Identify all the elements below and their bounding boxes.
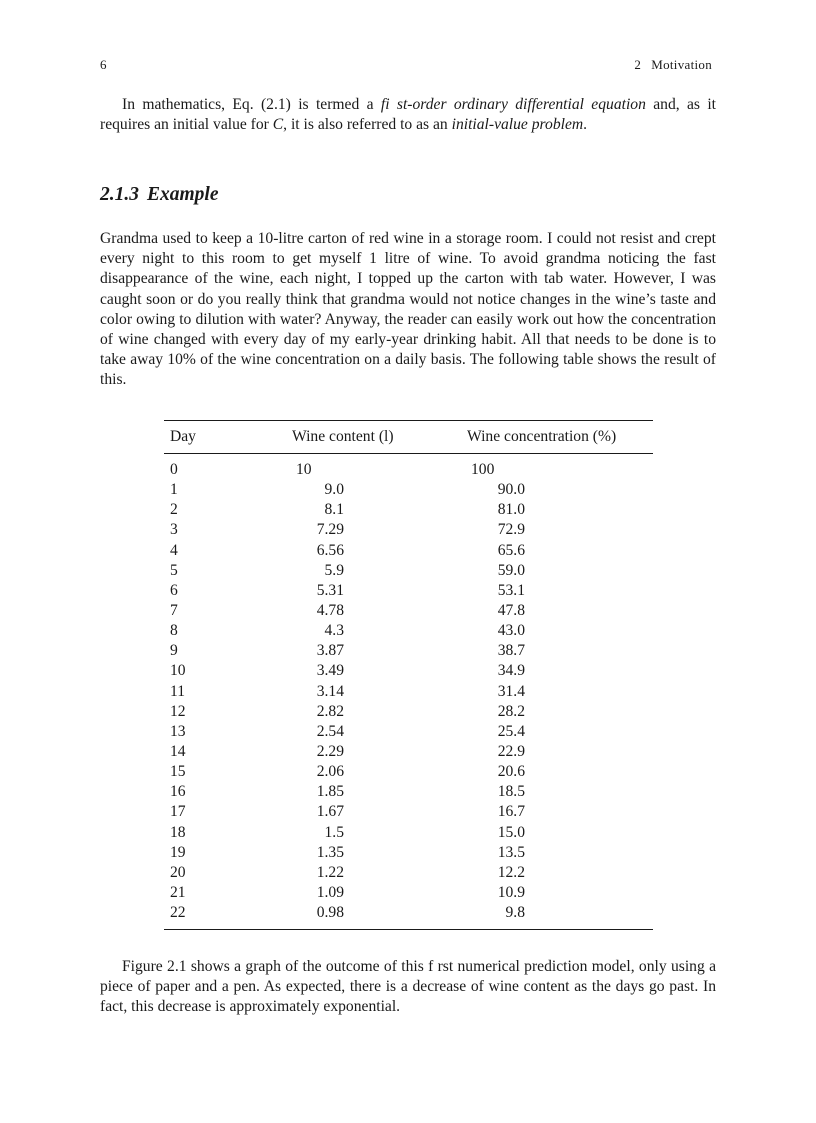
cell-wine-content: [290, 824, 465, 842]
intro-term-ivp: initial-value problem: [451, 116, 584, 134]
section-number: 2.1.3: [100, 184, 139, 205]
wine-concentration-value: 65.6: [497, 541, 525, 559]
wine-content-value: 3.87: [316, 642, 344, 660]
table-row: [164, 581, 653, 601]
cell-day: 21: [170, 884, 186, 902]
wine-content-value: 7.29: [316, 521, 344, 539]
cell-day: 14: [170, 743, 186, 761]
cell-wine-content: [290, 783, 465, 801]
page-number: 6: [100, 57, 107, 72]
cell-wine-content: [290, 743, 465, 761]
cell-day: 18: [170, 823, 186, 841]
intro-variable-c: C: [272, 116, 284, 134]
section-heading: [100, 184, 219, 206]
wine-content-value: 3.14: [316, 682, 344, 700]
cell-wine-concentration: [465, 904, 653, 922]
wine-content-value: 3.49: [316, 662, 344, 680]
table-row: [164, 661, 653, 681]
cell-day: 11: [170, 682, 186, 700]
cell-day: 2: [170, 501, 178, 519]
wine-concentration-value: 31.4: [497, 682, 525, 700]
wine-concentration-value: 59.0: [497, 561, 525, 579]
intro-paragraph: [100, 95, 716, 135]
wine-content-value: 0.98: [316, 904, 344, 922]
wine-content-value: 1.22: [316, 863, 344, 881]
cell-day: 20: [170, 863, 186, 881]
wine-content-value: 9.0: [324, 481, 344, 499]
table-row: [164, 601, 653, 621]
cell-day: 1: [170, 481, 178, 499]
table-row: [164, 742, 653, 762]
cell-wine-content: [290, 542, 465, 560]
cell-wine-content: [290, 602, 465, 620]
header-wine-concentration: Wine concentration (%): [467, 428, 617, 445]
chapter-title: Motivation: [651, 57, 712, 72]
cell-wine-concentration: [465, 683, 653, 701]
cell-wine-content: [290, 803, 465, 821]
chapter-running-title: [634, 57, 712, 73]
cell-wine-content: [290, 461, 465, 479]
cell-wine-content: [290, 642, 465, 660]
table-row: [164, 883, 653, 903]
cell-day: 6: [170, 581, 178, 599]
closing-paragraph: Figure 2.1 shows a graph of the outcome of this f rst numerical prediction model, only using a piece of paper and a pen. As expected, there is a decrease of wine content as the days go past. In fact, this decrease is approximately exponential.: [100, 958, 716, 1016]
table-row: [164, 722, 653, 742]
wine-concentration-value: 28.2: [497, 702, 525, 720]
wine-content-value: 2.54: [316, 722, 344, 740]
intro-text-3: , it is also referred to as an: [283, 116, 452, 134]
wine-concentration-value: 72.9: [497, 521, 525, 539]
cell-wine-content: [290, 582, 465, 600]
cell-day: 4: [170, 541, 178, 559]
wine-concentration-value: 13.5: [497, 843, 525, 861]
cell-wine-concentration: [465, 501, 653, 519]
cell-day: 10: [170, 662, 186, 680]
intro-text-4: .: [583, 116, 588, 134]
wine-content-value: 4.3: [324, 622, 344, 640]
wine-table: [164, 420, 653, 930]
table-row: [164, 520, 653, 540]
cell-wine-content: [290, 703, 465, 721]
cell-wine-content: [290, 864, 465, 882]
wine-content-value: 10: [296, 461, 312, 479]
example-paragraph: Grandma used to keep a 10-litre carton of red wine in a storage room. I could not resist and crept every night to this room to get myself 1 litre of wine. To avoid grandma noticing the fast disappearance of the wine, each night, I topped up the carton with tab water. However, I was caught soon or do you really think that grandma would not notice changes in the wine’s taste and color owing to dilution with water? Anyway, the reader can easily work out how the concentration of wine changed with every day of my early-year drinking habit. All that needs to be done is to take away 10% of the wine concentration on a daily basis. The following table shows the result of this.: [100, 230, 716, 389]
wine-concentration-value: 18.5: [497, 783, 525, 801]
wine-concentration-value: 53.1: [497, 581, 525, 599]
wine-concentration-value: 38.7: [497, 642, 525, 660]
table-row: [164, 641, 653, 661]
header-wine-content: Wine content (l): [292, 428, 394, 445]
cell-wine-concentration: [465, 662, 653, 680]
cell-day: 15: [170, 763, 186, 781]
cell-wine-concentration: [465, 622, 653, 640]
intro-term-ode: fi st-order ordinary differential equation: [380, 96, 646, 113]
wine-concentration-value: 16.7: [497, 803, 525, 821]
wine-concentration-value: 90.0: [497, 481, 525, 499]
wine-concentration-value: 25.4: [497, 722, 525, 740]
intro-text-2: and, as it requires an initial value for: [100, 96, 717, 134]
cell-day: 7: [170, 602, 178, 620]
running-header: [100, 57, 712, 73]
wine-concentration-value: 22.9: [497, 743, 525, 761]
cell-wine-content: [290, 723, 465, 741]
wine-content-value: 1.5: [324, 823, 344, 841]
cell-wine-concentration: [465, 723, 653, 741]
cell-wine-content: [290, 622, 465, 640]
cell-day: 13: [170, 722, 186, 740]
wine-concentration-value: 81.0: [497, 501, 525, 519]
wine-concentration-value: 47.8: [497, 602, 525, 620]
cell-wine-concentration: [465, 602, 653, 620]
cell-wine-concentration: [465, 884, 653, 902]
cell-day: 19: [170, 843, 186, 861]
table-row: [164, 802, 653, 822]
wine-concentration-value: 34.9: [497, 662, 525, 680]
wine-content-value: 1.85: [316, 783, 344, 801]
cell-wine-concentration: [465, 803, 653, 821]
cell-wine-concentration: [465, 864, 653, 882]
cell-wine-concentration: [465, 743, 653, 761]
table-bottom-rule: [164, 929, 653, 930]
cell-day: 9: [170, 642, 178, 660]
table-body: [164, 454, 653, 929]
wine-content-value: 1.35: [316, 843, 344, 861]
cell-wine-concentration: [465, 642, 653, 660]
wine-concentration-value: 43.0: [497, 622, 525, 640]
table-row: [164, 480, 653, 500]
cell-wine-concentration: [465, 783, 653, 801]
wine-content-value: 1.67: [316, 803, 344, 821]
section-title: Example: [147, 184, 219, 205]
cell-day: 17: [170, 803, 186, 821]
cell-day: 5: [170, 561, 178, 579]
cell-wine-concentration: [465, 763, 653, 781]
cell-wine-content: [290, 662, 465, 680]
chapter-number: 2: [634, 57, 642, 72]
table-header-row: [164, 421, 653, 453]
wine-content-value: 5.31: [316, 581, 344, 599]
cell-wine-content: [290, 521, 465, 539]
wine-content-value: 2.29: [316, 743, 344, 761]
table-row: [164, 682, 653, 702]
wine-concentration-value: 20.6: [497, 763, 525, 781]
cell-wine-content: [290, 683, 465, 701]
cell-wine-content: [290, 481, 465, 499]
table-row: [164, 561, 653, 581]
cell-day: 12: [170, 702, 186, 720]
cell-wine-content: [290, 501, 465, 519]
table-row: [164, 702, 653, 722]
cell-wine-concentration: [465, 844, 653, 862]
cell-day: 8: [170, 622, 178, 640]
cell-day: 3: [170, 521, 178, 539]
cell-wine-concentration: [465, 582, 653, 600]
wine-content-value: 2.06: [316, 763, 344, 781]
table-row: [164, 500, 653, 520]
wine-content-value: 6.56: [316, 541, 344, 559]
table-row: [164, 863, 653, 883]
cell-wine-concentration: [465, 562, 653, 580]
wine-concentration-value: 9.8: [505, 904, 525, 922]
cell-wine-concentration: [465, 703, 653, 721]
cell-wine-concentration: [465, 824, 653, 842]
cell-day: 22: [170, 904, 186, 922]
cell-wine-concentration: [465, 542, 653, 560]
cell-wine-content: [290, 562, 465, 580]
header-day: Day: [170, 428, 196, 445]
wine-content-value: 5.9: [324, 561, 344, 579]
table-row: [164, 460, 653, 480]
cell-wine-concentration: [465, 461, 653, 479]
intro-text-1: In mathematics, Eq. (2.1) is termed a: [122, 96, 381, 113]
wine-concentration-value: 15.0: [497, 823, 525, 841]
cell-wine-content: [290, 763, 465, 781]
cell-wine-content: [290, 884, 465, 902]
table-row: [164, 823, 653, 843]
cell-wine-concentration: [465, 481, 653, 499]
wine-content-value: 4.78: [316, 602, 344, 620]
wine-concentration-value: 100: [471, 461, 495, 479]
wine-concentration-value: 10.9: [497, 884, 525, 902]
wine-content-value: 2.82: [316, 702, 344, 720]
table-row: [164, 843, 653, 863]
wine-content-value: 8.1: [324, 501, 344, 519]
table-row: [164, 541, 653, 561]
wine-concentration-value: 12.2: [497, 863, 525, 881]
cell-day: 16: [170, 783, 186, 801]
cell-wine-concentration: [465, 521, 653, 539]
cell-day: 0: [170, 461, 178, 479]
table-row: [164, 621, 653, 641]
cell-wine-content: [290, 904, 465, 922]
table-row: [164, 782, 653, 802]
wine-content-value: 1.09: [316, 884, 344, 902]
table-row: [164, 903, 653, 923]
cell-wine-content: [290, 844, 465, 862]
table-row: [164, 762, 653, 782]
